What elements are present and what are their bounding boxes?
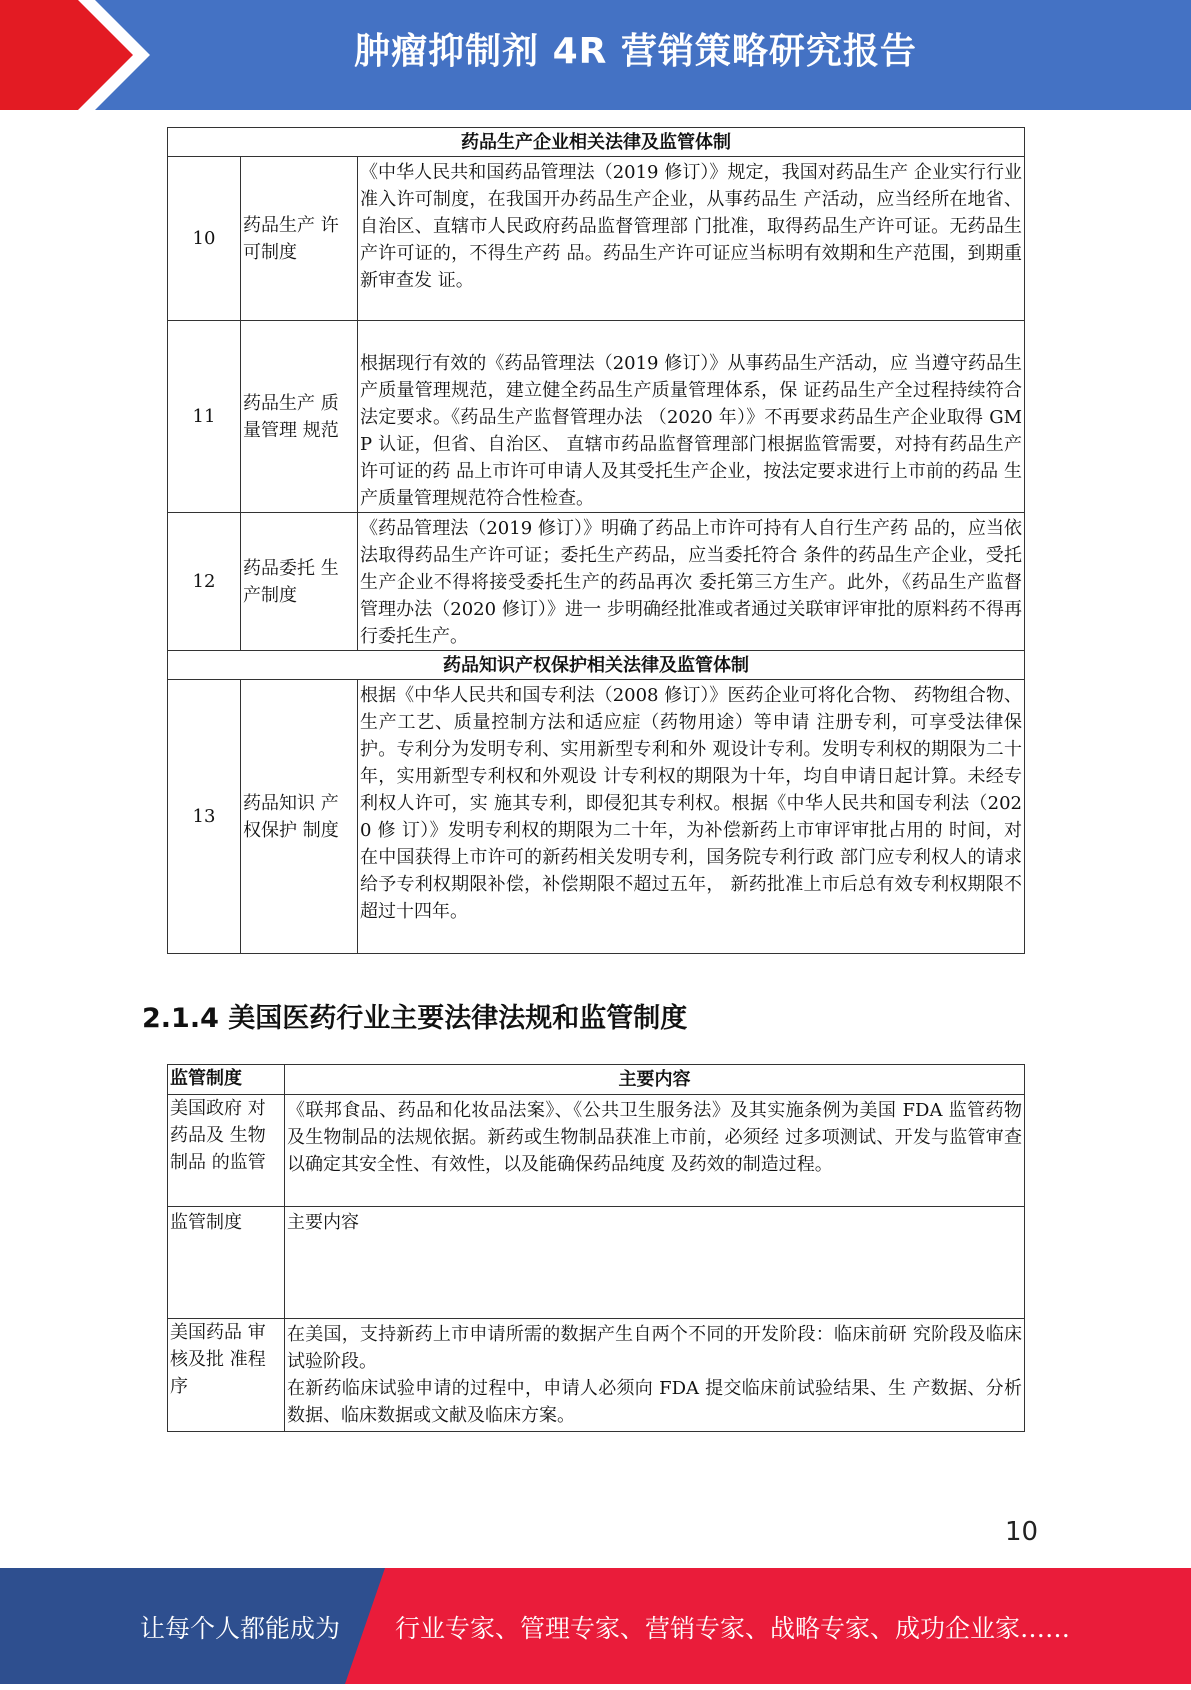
- table-section-title: 药品知识产权保护相关法律及监管体制: [168, 651, 1025, 680]
- table-row: [168, 680, 1025, 954]
- row-content: [285, 1319, 1025, 1432]
- content-paragraph: 在美国，支持新药上市申请所需的数据产生自两个不同的开发阶段：临床前研 究阶段及临床试验阶段。: [287, 1324, 1022, 1372]
- table-row: [168, 1207, 1025, 1319]
- row-name: 美国药品 审核及批 准程序: [168, 1319, 285, 1432]
- table-row: [168, 1095, 1025, 1207]
- row-number: 12: [168, 513, 241, 651]
- content-paragraph: 在新药临床试验申请的过程中，申请人必须向 FDA 提交临床前试验结果、生 产数据、分析数据、临床数据或文献及临床方案。: [287, 1378, 1022, 1426]
- section-heading: 2.1.4 美国医药行业主要法律法规和监管制度: [142, 1003, 688, 1034]
- row-content: 《联邦食品、药品和化妆品法案》、《公共卫生服务法》及其实施条例为美国 FDA 监管药物及生物制品的法规依据。新药或生物制品获准上市前，必须经 过多项测试、开发与监管审查以确定其安全性、有效性，以及能确保药品纯度 及药效的制造过程。: [285, 1095, 1025, 1207]
- row-content: 主要内容: [285, 1207, 1025, 1319]
- row-name: 药品委托 生产制度: [241, 513, 358, 651]
- column-header: 监管制度: [168, 1065, 285, 1095]
- row-content: 《中华人民共和国药品管理法（2019 修订）》规定，我国对药品生产 企业实行行业准入许可制度，在我国开办药品生产企业，从事药品生 产活动，应当经所在地省、自治区、直辖市人民政府药品监督管理部 门批准，取得药品生产许可证。无药品生产许可证的，不得生产药 品。药品生产许可证应当标明有效期和生产范围，到期重新审查发 证。: [358, 157, 1025, 321]
- report-title: 肿瘤抑制剂 4R 营销策略研究报告: [354, 31, 917, 72]
- row-number: 10: [168, 157, 241, 321]
- page-number: 10: [1005, 1517, 1039, 1547]
- row-name: 药品生产 许可制度: [241, 157, 358, 321]
- footer-slogan-left: 让每个人都能成为: [140, 1614, 341, 1643]
- row-name: 监管制度: [168, 1207, 285, 1319]
- footer-slogan-right: 行业专家、管理专家、营销专家、战略专家、成功企业家……: [395, 1614, 1071, 1643]
- table-row: [168, 513, 1025, 651]
- table-row: [168, 1319, 1025, 1432]
- row-content: 根据现行有效的《药品管理法（2019 修订）》从事药品生产活动，应 当遵守药品生产质量管理规范，建立健全药品生产质量管理体系，保 证药品生产全过程持续符合法定要求。《药品生产监督管理办法 （2020 年）》不再要求药品生产企业取得 GMP 认证，但省、自治区、 直辖市药品监督管理部门根据监管需要，对持有药品生产许可证的药 品上市许可申请人及其受托生产企业，按法定要求进行上市前的药品 生产质量管理规范符合性检查。: [358, 321, 1025, 513]
- table-row: [168, 321, 1025, 513]
- page-footer: [0, 1568, 1191, 1684]
- us-regulation-table: [167, 1064, 1025, 1432]
- china-regulation-table: [167, 127, 1025, 954]
- row-content: 根据《中华人民共和国专利法（2008 修订）》医药企业可将化合物、 药物组合物、生产工艺、质量控制方法和适应症（药物用途）等申请 注册专利，可享受法律保护。专利分为发明专利、实用新型专利和外 观设计专利。发明专利权的期限为二十年，实用新型专利权和外观设 计专利权的期限为十年，均自申请日起计算。未经专利权人许可，实 施其专利，即侵犯其专利权。根据《中华人民共和国专利法（2020 修 订）》发明专利权的期限为二十年，为补偿新药上市审评审批占用的 时间，对在中国获得上市许可的新药相关发明专利，国务院专利行政 部门应专利权人的请求给予专利权期限补偿，补偿期限不超过五年， 新药批准上市后总有效专利权期限不超过十四年。: [358, 680, 1025, 954]
- table-row: [168, 157, 1025, 321]
- row-number: 11: [168, 321, 241, 513]
- column-header: 主要内容: [285, 1065, 1025, 1095]
- page-header: [0, 0, 1191, 110]
- row-name: 药品知识 产权保护 制度: [241, 680, 358, 954]
- row-name: 美国政府 对药品及 生物制品 的监管: [168, 1095, 285, 1207]
- table-section-title: 药品生产企业相关法律及监管体制: [168, 128, 1025, 157]
- row-number: 13: [168, 680, 241, 954]
- row-name: 药品生产 质量管理 规范: [241, 321, 358, 513]
- row-content: 《药品管理法（2019 修订）》明确了药品上市许可持有人自行生产药 品的，应当依法取得药品生产许可证；委托生产药品，应当委托符合 条件的药品生产企业，受托生产企业不得将接受委托生产的药品再次 委托第三方生产。此外，《药品生产监督管理办法（2020 修订）》进一 步明确经批准或者通过关联审评审批的原料药不得再行委托生产。: [358, 513, 1025, 651]
